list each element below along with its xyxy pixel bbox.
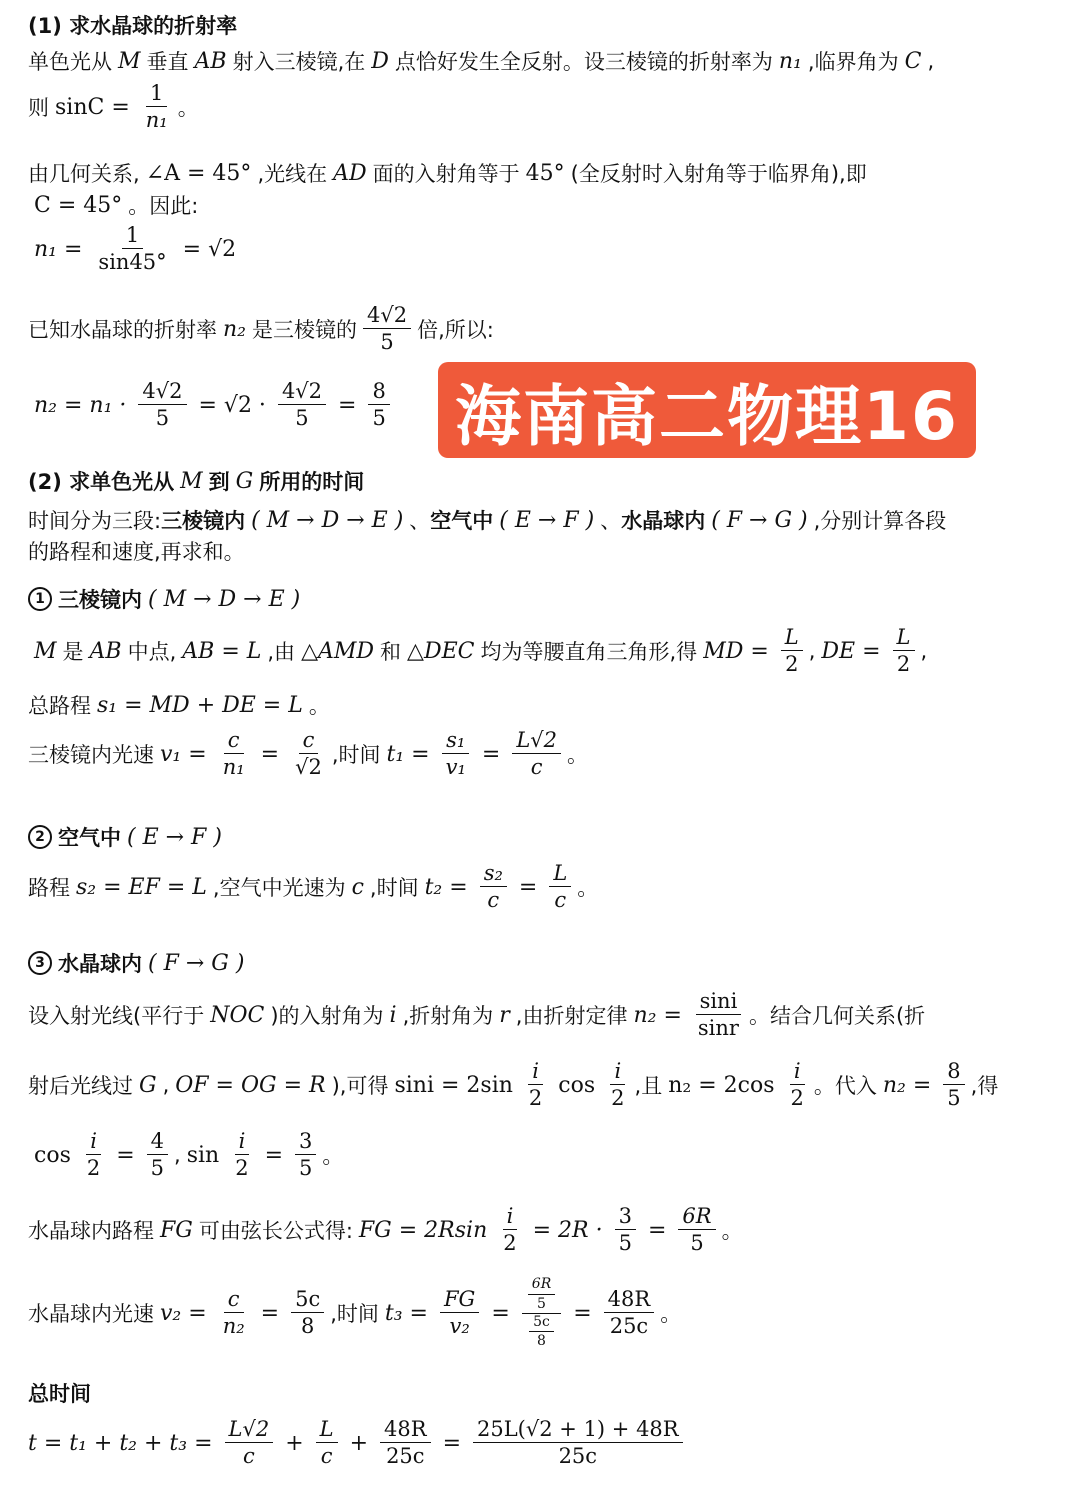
denominator: v₁ [445,755,466,780]
text: 。 [567,743,589,768]
math: M [118,48,141,74]
math: c [351,874,364,900]
part1-title: (1) 求水晶球的折射率 [28,14,238,38]
math: AB = L [182,638,262,664]
fraction [893,624,915,679]
fraction [278,378,326,433]
math: G [139,1072,157,1098]
part2-line2 [28,536,1060,566]
denominator: 2 [503,1231,517,1256]
numerator: 4 [147,1128,168,1155]
total-line [28,1416,1060,1471]
math: C = 45° [34,192,123,218]
math: △DEC [407,638,475,664]
fraction [138,378,186,433]
denominator: 2 [86,1156,101,1181]
denominator: 2 [528,1086,543,1111]
numerator: L√2 [225,1416,274,1443]
text: 中点, [127,640,177,665]
text: 时间分为三段: [28,509,162,533]
text: 。 [308,694,330,718]
denominator: c [242,1444,255,1469]
math: cos [34,1142,71,1168]
fraction [291,727,326,782]
math: i [389,1002,397,1028]
denominator: 5 [372,406,386,431]
fraction [473,1416,683,1471]
math: n₂ = [633,1002,682,1028]
math: sin [186,1142,220,1168]
text: 。 [322,1144,344,1169]
fraction [604,1286,655,1341]
text: ,得 [970,1074,999,1099]
math: sinC = [55,94,130,120]
math: M [180,468,203,494]
numerator: i [610,1058,625,1085]
denominator: 5 [537,1295,546,1312]
fraction [499,1203,520,1258]
text: 均为等腰直角三角形,得 [480,640,698,665]
denominator: 25c [558,1444,598,1469]
numerator: 8 [368,378,389,405]
numerator: 48R [604,1286,655,1313]
denominator: 5 [618,1231,632,1256]
denominator: 25c [386,1444,425,1469]
numerator: i [528,1058,543,1085]
numerator: i [235,1128,250,1155]
fraction [142,80,172,135]
math: OF = OG = R [175,1072,326,1098]
math: AB [89,638,122,664]
text: , [920,639,928,664]
part1-line3 [28,158,1060,188]
denominator: 2 [896,652,911,677]
segment3-line4 [28,1203,1060,1258]
text: (全反射时入射角等于临界角),即 [570,162,867,186]
numerator: L [316,1416,338,1443]
part1-line7 [28,378,440,433]
numerator: 4√2 [138,378,186,405]
text: ,时间 [331,743,381,768]
math: DE = [821,638,881,664]
math: n₂ = [882,1072,932,1098]
text: ,光线在 [257,162,328,186]
text: 、 [409,509,431,533]
text: 。结合几何关系(折 [748,1004,926,1029]
text: ,由折射定律 [515,1004,628,1029]
math: ( E → F ) [127,824,222,850]
numerator: 6R [528,1276,555,1295]
fraction [607,1058,628,1113]
math: n₁ [778,48,802,74]
fraction [528,1276,555,1313]
numerator: i [790,1058,805,1085]
math: = [573,1300,592,1326]
segment3-line1 [28,988,1060,1043]
denominator: 5 [295,406,309,431]
math: = [260,741,280,767]
math: t₃ = [384,1300,428,1326]
denominator [523,1314,560,1351]
numerator: i [503,1203,518,1230]
math: = [338,392,357,418]
denominator: 25c [609,1314,649,1339]
math: = [442,1430,462,1456]
numerator: s₁ [442,727,469,754]
denominator: c [554,888,567,913]
text: 垂直 [146,50,189,74]
part1-line5 [28,222,1060,277]
math: AD [333,160,367,186]
math: ( F → G ) [711,507,808,533]
fraction [781,624,803,679]
math: t₂ = [424,874,468,900]
math: = [481,741,501,767]
text: 单色光从 [28,50,112,74]
part1-line2 [28,80,1060,135]
math: G [235,468,254,494]
bold-text: 空气中 [430,509,494,533]
numerator: s₂ [480,860,507,887]
math: n₂ [223,316,246,342]
segment1-heading [28,584,1060,614]
math: sini = 2sin [394,1072,513,1098]
math: AB [194,48,227,74]
segment3-line5 [28,1276,1060,1350]
numerator: 1 [146,80,167,107]
fraction [943,1058,964,1113]
math: n₂ = n₁ · [34,392,127,418]
fraction [219,1286,249,1341]
fraction [94,222,170,277]
compound-fraction [522,1276,561,1350]
denominator: sinr [697,1016,739,1041]
text: 、 [600,509,622,533]
text: 。 [721,1219,743,1244]
fraction [295,1128,316,1183]
math: = [116,1142,135,1168]
numerator: 3 [615,1203,636,1230]
text: ,由 [267,640,296,665]
circled-number: 1 [28,587,52,611]
numerator: c [299,727,319,754]
denominator: 2 [235,1156,249,1181]
math: = [518,874,538,900]
math: ( M → D → E ) [148,586,301,612]
fraction [678,1203,715,1258]
numerator: 6R [678,1203,715,1230]
text: 点恰好发生全反射。设三棱镜的折射率为 [394,50,773,74]
text: (2) 求单色光从 [28,470,175,494]
part2-line1 [28,505,1060,535]
denominator: 8 [300,1314,315,1339]
numerator: L [893,624,915,651]
fraction [786,1058,807,1113]
part2-heading [28,466,1060,496]
numerator: L√2 [512,727,561,754]
part1-heading [28,10,1060,40]
fraction [380,1416,431,1471]
numerator: 4√2 [278,378,326,405]
fraction [440,1286,479,1341]
bold-text: 水晶球内 [621,509,706,533]
text: 三棱镜内 [58,588,142,612]
text: 。 [177,96,199,121]
text: 总时间 [28,1382,91,1406]
math: ( F → G ) [148,950,245,976]
numerator: 25L(√2 + 1) + 48R [473,1416,683,1443]
part1-line6 [28,302,1060,357]
math: = [491,1300,510,1326]
math: FG [160,1217,193,1243]
circled-number: 3 [28,951,52,975]
fraction [442,727,470,782]
text: 是 [62,640,84,665]
denominator: 2 [790,1086,804,1111]
fraction [291,1286,324,1341]
math: = [260,1300,280,1326]
fraction [231,1128,252,1183]
math: s₂ = EF = L [76,874,207,900]
segment2-line1 [28,860,1060,915]
numerator: 3 [295,1128,316,1155]
fraction [512,727,561,782]
text: ,分别计算各段 [813,509,947,533]
text: 到 [208,470,230,494]
math: cos [558,1072,596,1098]
text: 设入射光线(平行于 [28,1004,205,1029]
text: 。代入 [813,1074,877,1099]
text: 。 [577,876,599,901]
denominator: n₁ [222,755,245,780]
numerator: L [549,860,571,887]
text: ,且 [634,1074,663,1099]
math: = √2 · [198,392,266,418]
text: )的入射角为 [270,1004,384,1029]
numerator: sini [696,988,742,1015]
numerator: 1 [122,222,143,249]
fraction [83,1128,104,1183]
math: = 2R · [532,1217,603,1243]
text: ,时间 [330,1302,379,1327]
numerator: 8 [943,1058,964,1085]
fraction [529,1314,554,1351]
denominator: 5 [947,1086,961,1111]
text: ,空气中光速为 [212,876,346,901]
math: ( M → D → E ) [251,507,404,533]
part1-line4 [28,190,1060,220]
fraction [225,1416,274,1471]
text: , [162,1073,170,1098]
text: 水晶球内路程 [28,1219,154,1244]
math: v₁ = [160,741,207,767]
math: ∠A = 45° [145,160,252,186]
numerator: 4√2 [363,302,411,329]
segment1-line1 [28,624,1060,679]
math: = [264,1142,284,1168]
math: = √2 [182,236,237,262]
text: 。 [660,1302,682,1327]
text: , [927,49,935,73]
denominator: 2 [785,652,799,677]
math: NOC [210,1002,265,1028]
numerator: c [224,727,244,754]
segment2-heading [28,822,1060,852]
denominator: c [530,755,543,780]
fraction [480,860,507,915]
denominator: √2 [295,755,322,780]
text: 空气中 [58,826,121,850]
math: C [904,48,922,74]
fraction [694,988,743,1043]
segment3-line3 [28,1128,1060,1183]
math: t₁ = [386,741,430,767]
fraction [147,1128,168,1183]
text: 已知水晶球的折射率 [28,318,217,343]
total-heading [28,1378,1060,1408]
text: 。因此: [128,194,199,218]
math: ( E → F ) [499,507,595,533]
numerator: 5c [291,1286,324,1313]
math: D [371,48,389,74]
math: n₁ = [34,236,83,262]
text: ,临界角为 [807,50,899,74]
denominator: 2 [611,1086,625,1111]
math: M [34,638,57,664]
numerator: FG [440,1286,479,1313]
math: s₁ = MD + DE = L [97,692,303,718]
text: 路程 [28,876,70,901]
fraction [316,1416,338,1471]
text: 面的入射角等于 [372,162,520,186]
denominator: v₂ [449,1314,470,1339]
denominator: 5 [380,330,394,355]
fraction [549,860,571,915]
fraction [525,1058,546,1113]
bold-text: 三棱镜内 [161,509,246,533]
text: , [174,1143,181,1168]
text: 倍,所以: [417,318,494,343]
math: + [349,1430,369,1456]
math: n₂ = 2cos [668,1072,775,1098]
text: 水晶球内光速 [28,1302,154,1327]
math: = [647,1217,667,1243]
denominator: c [320,1444,333,1469]
part1-line1 [28,46,1060,76]
text: ,折射角为 [402,1004,494,1029]
text: 射后光线过 [28,1074,133,1099]
text: 是三棱镜的 [252,318,357,343]
text: 所用的时间 [259,470,365,494]
denominator: 8 [537,1333,546,1350]
numerator: 5c [529,1314,554,1333]
numerator: i [86,1128,101,1155]
math: △AMD [301,638,375,664]
segment3-line2 [28,1058,1060,1113]
text: 和 [380,640,402,665]
math: + [285,1430,304,1456]
math: MD = [703,638,769,664]
math: t = t₁ + t₂ + t₃ = [28,1430,213,1456]
fraction [615,1203,636,1258]
denominator: n₂ [222,1314,245,1339]
text: 可由弦长公式得: [198,1219,353,1244]
math: r [499,1002,510,1028]
fraction [363,302,411,357]
numerator: L [781,624,803,651]
text: 水晶球内 [58,952,142,976]
denominator: c [487,888,500,913]
denominator: 5 [690,1231,704,1256]
math: 45° [525,160,565,186]
text: 由几何关系, [28,162,140,186]
numerator: 48R [380,1416,431,1443]
text: 三棱镜内光速 [28,743,154,768]
segment3-heading [28,948,1060,978]
title-banner: 海南高二物理16 [438,362,976,458]
text: ),可得 [331,1074,389,1099]
denominator: sin45° [98,250,167,275]
text: ,时间 [369,876,419,901]
numerator: c [224,1286,244,1313]
denominator: n₁ [145,108,168,133]
text: , [808,639,816,664]
math: FG = 2Rsin [358,1217,488,1243]
fraction [368,378,389,433]
circled-number: 2 [28,825,52,849]
numerator [522,1276,561,1314]
fraction [219,727,249,782]
text: 则 [28,96,49,121]
math: v₂ = [160,1300,207,1326]
text: 总路程 [28,694,91,718]
text: 射入三棱镜,在 [232,50,366,74]
segment1-line2 [28,690,1060,720]
segment1-line3 [28,727,1060,782]
denominator: 5 [299,1156,313,1181]
text: 的路程和速度,再求和。 [28,540,245,564]
denominator: 5 [155,406,170,431]
denominator: 5 [150,1156,165,1181]
